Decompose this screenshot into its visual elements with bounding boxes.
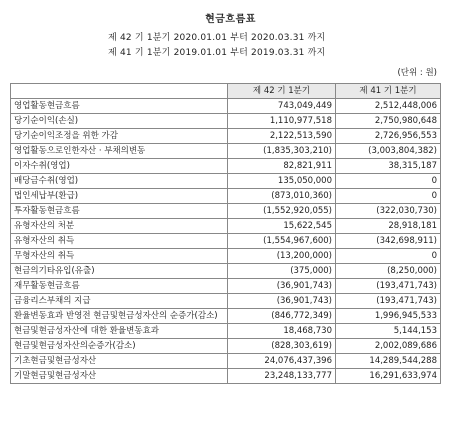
table-row [11, 114, 441, 129]
row-prior-value: 2,002,089,686 [336, 339, 441, 354]
row-prior-value: 16,291,633,974 [336, 369, 441, 384]
table-row [11, 339, 441, 354]
row-current-value: 743,049,449 [228, 99, 336, 114]
table-row [11, 279, 441, 294]
table-row [11, 309, 441, 324]
row-prior-value: 38,315,187 [336, 159, 441, 174]
unit-label: (단위 : 원) [397, 68, 437, 78]
row-label: 환율변동효과 반영전 현금및현금성자산의 순증가(감소) [11, 309, 228, 324]
row-label: 배당금수취(영업) [11, 174, 228, 189]
row-label: 법인세납부(환급) [11, 189, 228, 204]
period-current: 제 42 기 1분기 2020.01.01 부터 2020.03.31 까지 [108, 33, 326, 43]
table-row [11, 249, 441, 264]
row-label: 현금및현금성자산에 대한 환율변동효과 [11, 324, 228, 339]
row-current-value: 24,076,437,396 [228, 354, 336, 369]
table-row [11, 144, 441, 159]
row-label: 기말현금및현금성자산 [11, 369, 228, 384]
row-prior-value: (322,030,730) [336, 204, 441, 219]
row-current-value: 15,622,545 [228, 219, 336, 234]
table-row [11, 294, 441, 309]
row-label: 당기순이익조정을 위한 가감 [11, 129, 228, 144]
row-label: 재무활동현금흐름 [11, 279, 228, 294]
row-current-value: (846,772,349) [228, 309, 336, 324]
row-current-value: (13,200,000) [228, 249, 336, 264]
table-row [11, 369, 441, 384]
table-row [11, 174, 441, 189]
row-label: 당기순이익(손실) [11, 114, 228, 129]
row-prior-value: 0 [336, 249, 441, 264]
document-title: 현금흐름표 [205, 14, 256, 25]
row-label: 유형자산의 취득 [11, 234, 228, 249]
table-row [11, 234, 441, 249]
row-label: 투자활동현금흐름 [11, 204, 228, 219]
row-label: 영업활동으로인한자산 · 부채의변동 [11, 144, 228, 159]
row-prior-value: 14,289,544,288 [336, 354, 441, 369]
table-row [11, 204, 441, 219]
cash-flow-table [10, 83, 441, 384]
row-prior-value: 2,512,448,006 [336, 99, 441, 114]
row-prior-value: (342,698,911) [336, 234, 441, 249]
table-row [11, 354, 441, 369]
row-prior-value: 28,918,181 [336, 219, 441, 234]
row-current-value: (36,901,743) [228, 294, 336, 309]
table-row [11, 189, 441, 204]
header-row [11, 84, 441, 99]
row-current-value: 2,122,513,590 [228, 129, 336, 144]
row-label: 이자수취(영업) [11, 159, 228, 174]
row-current-value: 18,468,730 [228, 324, 336, 339]
table-row [11, 324, 441, 339]
row-label: 현금및현금성자산의순증가(감소) [11, 339, 228, 354]
header-blank [11, 84, 228, 99]
row-label: 영업활동현금흐름 [11, 99, 228, 114]
period-prior: 제 41 기 1분기 2019.01.01 부터 2019.03.31 까지 [108, 48, 326, 58]
row-current-value: 1,110,977,518 [228, 114, 336, 129]
table-row [11, 159, 441, 174]
table-row [11, 99, 441, 114]
table-row [11, 264, 441, 279]
row-current-value: (375,000) [228, 264, 336, 279]
row-current-value: (828,303,619) [228, 339, 336, 354]
header-current-period: 제 42 기 1분기 [228, 84, 336, 99]
row-prior-value: 2,750,980,648 [336, 114, 441, 129]
row-current-value: (36,901,743) [228, 279, 336, 294]
row-current-value: 23,248,133,777 [228, 369, 336, 384]
row-current-value: (1,552,920,055) [228, 204, 336, 219]
row-label: 기초현금및현금성자산 [11, 354, 228, 369]
row-current-value: (1,835,303,210) [228, 144, 336, 159]
row-prior-value: 2,726,956,553 [336, 129, 441, 144]
row-prior-value: (3,003,804,382) [336, 144, 441, 159]
row-prior-value: (193,471,743) [336, 294, 441, 309]
row-current-value: (1,554,967,600) [228, 234, 336, 249]
row-current-value: (873,010,360) [228, 189, 336, 204]
table-row [11, 219, 441, 234]
row-label: 무형자산의 취득 [11, 249, 228, 264]
table-row [11, 129, 441, 144]
row-prior-value: 0 [336, 174, 441, 189]
header-prior-period: 제 41 기 1분기 [336, 84, 441, 99]
row-prior-value: 1,996,945,533 [336, 309, 441, 324]
row-current-value: 82,821,911 [228, 159, 336, 174]
row-label: 유형자산의 처분 [11, 219, 228, 234]
row-prior-value: 5,144,153 [336, 324, 441, 339]
row-current-value: 135,050,000 [228, 174, 336, 189]
row-prior-value: (8,250,000) [336, 264, 441, 279]
row-prior-value: (193,471,743) [336, 279, 441, 294]
row-label: 금융리스부채의 지급 [11, 294, 228, 309]
row-label: 현금의기타유입(유출) [11, 264, 228, 279]
row-prior-value: 0 [336, 189, 441, 204]
